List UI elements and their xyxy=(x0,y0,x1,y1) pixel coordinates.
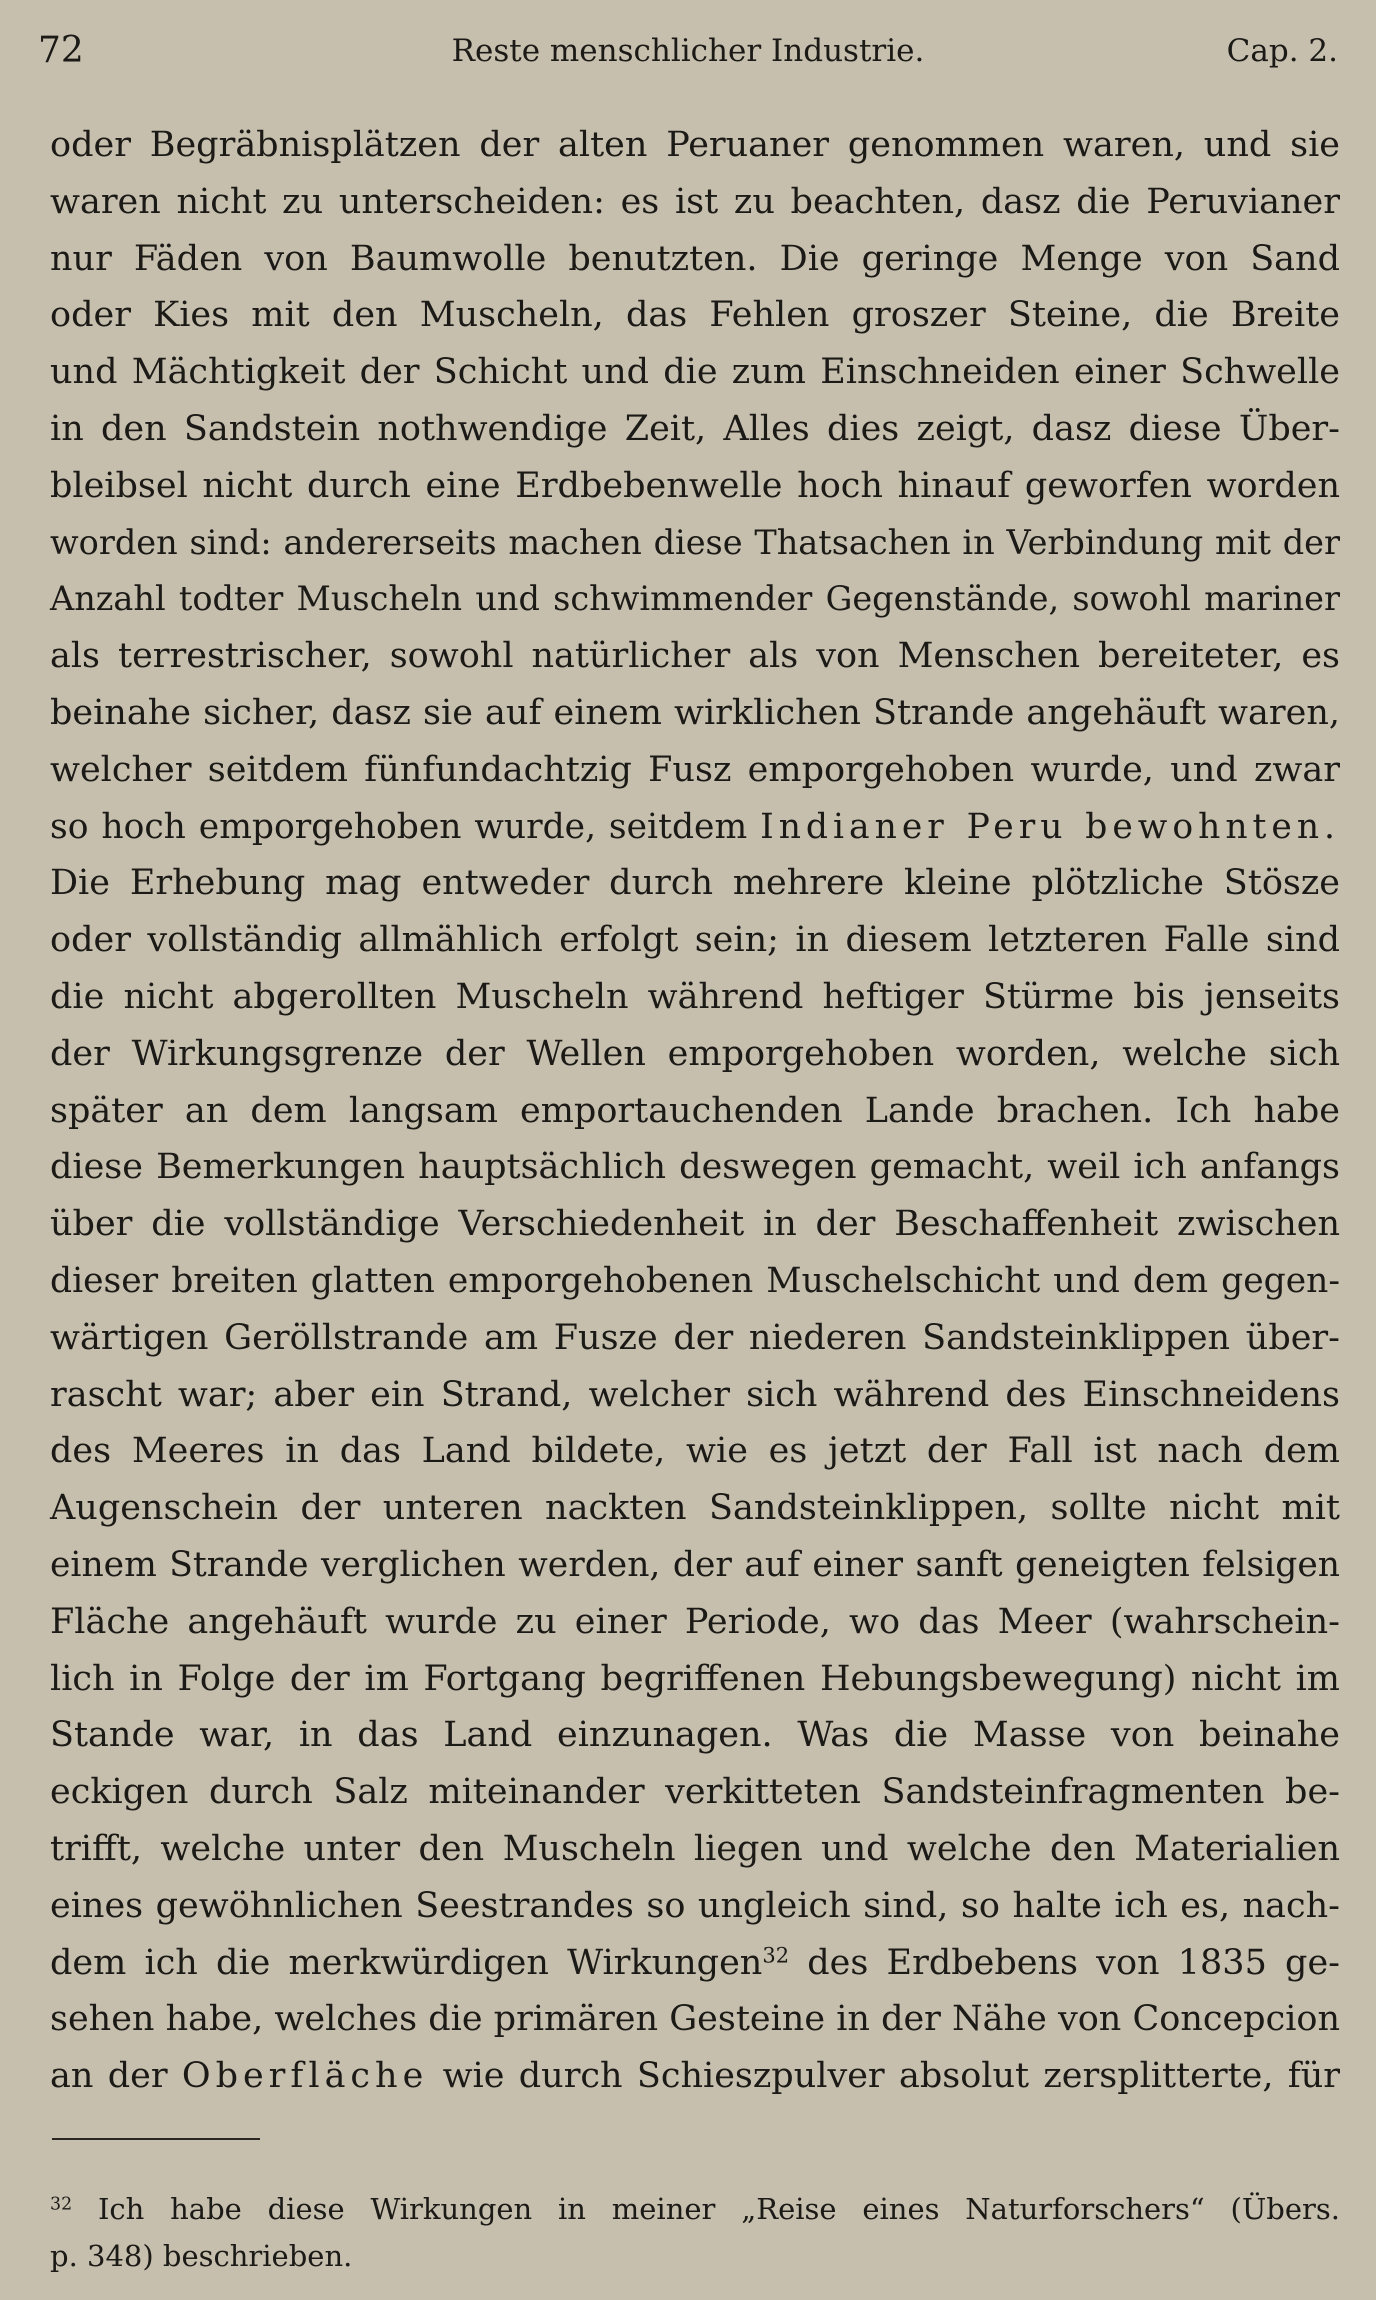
body-text xyxy=(50,117,1340,2105)
text-line-7: bleibsel nicht durch eine Erdbebenwelle hoch hinauf geworfen worden xyxy=(50,465,1340,506)
text-line-6: in den Sandstein nothwendige Zeit, Alles dies zeigt, dasz diese Über- xyxy=(50,408,1340,449)
text-line-15: oder vollständig allmählich erfolgt sein; in diesem letzteren Falle sind xyxy=(50,920,1340,961)
text-line-28: lich in Folge der im Fortgang begriffenen Hebungsbewegung) nicht im xyxy=(50,1658,1340,1699)
text-line-2: waren nicht zu unterscheiden: es ist zu beachten, dasz die Peruvianer xyxy=(50,181,1340,222)
text-line-29: Stande war, in das Land einzunagen. Was die Masse von beinahe xyxy=(50,1715,1340,1756)
page-number: 72 xyxy=(38,30,84,71)
emphasis-oberflaeche: Oberfläche xyxy=(181,2056,429,2097)
running-title: Reste menschlicher Industrie. xyxy=(451,33,925,69)
emphasis-indianer-peru: Indianer Peru bewohnten. xyxy=(760,806,1341,847)
footnote xyxy=(50,2186,1340,2280)
text-line-4: oder Kies mit den Muscheln, das Fehlen groszer Steine, die Breite xyxy=(50,295,1340,336)
text-line-18: später an dem langsam emportauchenden Lande brachen. Ich habe xyxy=(50,1090,1340,1131)
text-line-35-rest: wie durch Schieszpulver absolut zersplitterte, für xyxy=(428,2056,1340,2097)
text-line-23: rascht war; aber ein Strand, welcher sich während des Einschneidens xyxy=(50,1374,1340,1415)
text-line-30: eckigen durch Salz miteinander verkitteten Sandsteinfragmenten be- xyxy=(50,1772,1340,1813)
text-line-5: und Mächtigkeit der Schicht und die zum Einschneiden einer Schwelle xyxy=(50,352,1340,393)
text-line-31: trifft, welche unter den Muscheln liegen und welche den Materialien xyxy=(50,1828,1340,1869)
text-line-16: die nicht abgerollten Muscheln während heftiger Stürme bis jenseits xyxy=(50,976,1340,1017)
text-line-13-main: so hoch emporgehoben wurde, seitdem xyxy=(50,806,748,847)
text-line-3: nur Fäden von Baumwolle benutzten. Die geringe Menge von Sand xyxy=(50,238,1340,279)
text-line-26: einem Strande verglichen werden, der auf einer sanft geneigten felsigen xyxy=(50,1544,1340,1585)
text-line-33-main: dem ich die merkwürdigen Wirkungen xyxy=(50,1942,763,1983)
text-line-9: Anzahl todter Muscheln und schwimmender Gegenstände, sowohl mariner xyxy=(50,579,1340,619)
footnote-rule xyxy=(52,2138,260,2140)
text-line-13 xyxy=(50,799,1340,856)
footnote-line-2: p. 348) beschrieben. xyxy=(50,2239,353,2273)
text-line-20: über die vollständige Verschiedenheit in der Beschaffenheit zwischen xyxy=(50,1204,1340,1245)
text-line-24: des Meeres in das Land bildete, wie es jetzt der Fall ist nach dem xyxy=(50,1431,1340,1472)
text-line-32: eines gewöhnlichen Seestrandes so ungleich sind, so halte ich es, nach- xyxy=(50,1885,1340,1926)
text-line-33 xyxy=(50,1935,1340,1992)
text-line-35 xyxy=(50,2048,1340,2105)
text-line-19: diese Bemerkungen hauptsächlich deswegen gemacht, weil ich anfangs xyxy=(50,1147,1340,1188)
text-line-33-rest: des Erdbebens von 1835 ge- xyxy=(789,1942,1340,1983)
text-line-11: beinahe sicher, dasz sie auf einem wirklichen Strande angehäuft waren, xyxy=(50,692,1340,733)
text-line-1: oder Begräbnisplätzen der alten Peruaner genommen waren, und sie xyxy=(50,125,1340,165)
footnote-marker: 32 xyxy=(50,2194,73,2215)
footnote-line-1 xyxy=(50,2186,1340,2233)
text-line-35-main: an der xyxy=(50,2056,168,2097)
text-line-12: welcher seitdem fünfundachtzig Fusz emporgehoben wurde, und zwar xyxy=(50,749,1340,790)
text-line-21: dieser breiten glatten emporgehobenen Muschelschicht und dem gegen- xyxy=(50,1260,1340,1301)
text-line-14: Die Erhebung mag entweder durch mehrere kleine plötzliche Stösze xyxy=(50,863,1340,904)
text-line-17: der Wirkungsgrenze der Wellen emporgehoben worden, welche sich xyxy=(50,1033,1340,1074)
text-line-10: als terrestrischer, sowohl natürlicher als von Menschen bereiteter, es xyxy=(50,636,1340,677)
chapter-label: Cap. 2. xyxy=(1226,33,1338,69)
text-line-34: sehen habe, welches die primären Gesteine in der Nähe von Concepcion xyxy=(50,1999,1340,2040)
text-line-27: Fläche angehäuft wurde zu einer Periode, wo das Meer (wahrschein- xyxy=(50,1601,1340,1642)
running-head xyxy=(0,30,1376,80)
text-line-25: Augenschein der unteren nackten Sandsteinklippen, sollte nicht mit xyxy=(50,1488,1340,1529)
footnote-line-1-text: Ich habe diese Wirkungen in meiner „Reise eines Naturforschers“ (Übers. xyxy=(72,2192,1340,2226)
text-line-8: worden sind: andererseits machen diese Thatsachen in Verbindung mit der xyxy=(50,522,1340,562)
text-line-22: wärtigen Geröllstrande am Fusze der niederen Sandsteinklippen über- xyxy=(50,1317,1340,1358)
footnote-reference: 32 xyxy=(762,1942,790,1967)
